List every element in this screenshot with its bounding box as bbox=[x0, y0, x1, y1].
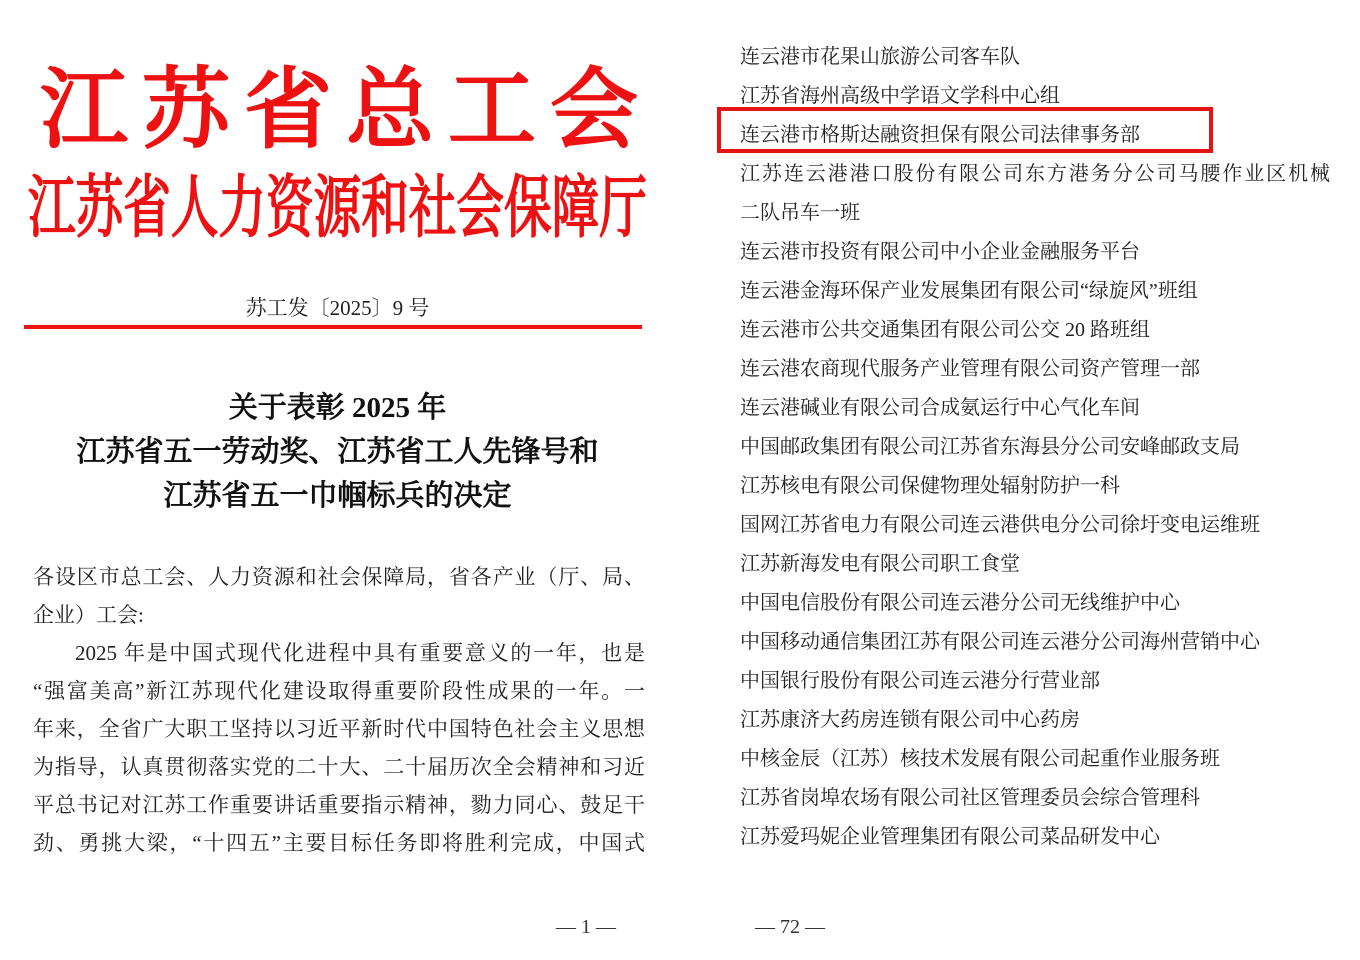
body-line: 2025 年是中国式现代化进程中具有重要意义的一年，也是 bbox=[75, 641, 645, 665]
red-separator-line bbox=[24, 325, 642, 329]
body-line: 为指导，认真贯彻落实党的二十大、二十届历次全会精神和习近 bbox=[33, 755, 645, 779]
award-list-line: 连云港市公共交通集团有限公司公交 20 路班组 bbox=[740, 319, 1150, 341]
page-number-left: — 1 — bbox=[556, 916, 616, 938]
award-list-line: 二队吊车一班 bbox=[740, 202, 860, 224]
award-list-line: 中国邮政集团有限公司江苏省东海县分公司安峰邮政支局 bbox=[740, 436, 1240, 458]
award-list-line: 江苏核电有限公司保健物理处辐射防护一科 bbox=[740, 475, 1120, 497]
document-title-line-3: 江苏省五一巾帼标兵的决定 bbox=[163, 480, 512, 512]
document-title-line-1: 关于表彰 2025 年 bbox=[228, 392, 447, 424]
doc-number: 苏工发〔2025〕9 号 bbox=[245, 296, 430, 320]
award-list-line: 江苏爱玛妮企业管理集团有限公司菜品研发中心 bbox=[740, 826, 1160, 848]
body-line: 企业）工会: bbox=[33, 603, 144, 627]
award-list-line: 江苏康济大药房连锁有限公司中心药房 bbox=[740, 709, 1080, 731]
document-title bbox=[30, 386, 645, 518]
body-line: 各设区市总工会、人力资源和社会保障局，省各产业（厅、局、 bbox=[33, 565, 645, 589]
award-list-line: 中国移动通信集团江苏有限公司连云港分公司海州营销中心 bbox=[740, 631, 1260, 653]
award-list-line: 连云港市投资有限公司中小企业金融服务平台 bbox=[740, 241, 1140, 263]
award-list-line: 连云港金海环保产业发展集团有限公司“绿旋风”班组 bbox=[740, 280, 1198, 302]
body-line: 年来，全省广大职工坚持以习近平新时代中国特色社会主义思想 bbox=[33, 717, 645, 741]
award-list-line: 中核金辰（江苏）核技术发展有限公司起重作业服务班 bbox=[740, 748, 1220, 770]
org-header-line1: 江苏省总工会 bbox=[40, 63, 653, 160]
document-title-line-2: 江苏省五一劳动奖、江苏省工人先锋号和 bbox=[76, 436, 599, 468]
award-list-line: 江苏新海发电有限公司职工食堂 bbox=[740, 553, 1020, 575]
award-list-line: 中国银行股份有限公司连云港分行营业部 bbox=[740, 670, 1100, 692]
award-list-line: 江苏省海州高级中学语文学科中心组 bbox=[740, 85, 1060, 107]
body-line: 劲、勇挑大梁，“十四五”主要目标任务即将胜利完成，中国式 bbox=[33, 831, 645, 855]
body-line: 平总书记对江苏工作重要讲话重要指示精神，勠力同心、鼓足干 bbox=[33, 793, 645, 817]
page-number-right: — 72 — bbox=[755, 916, 825, 938]
award-list-line: 连云港市花果山旅游公司客车队 bbox=[740, 46, 1020, 68]
award-list-line: 江苏连云港港口股份有限公司东方港务分公司马腰作业区机械 bbox=[740, 163, 1330, 185]
org-header-line2: 江苏省人力资源和社会保障厅 bbox=[28, 170, 647, 246]
award-list-line-highlighted: 连云港市格斯达融资担保有限公司法律事务部 bbox=[740, 124, 1140, 146]
body-line: “强富美高”新江苏现代化建设取得重要阶段性成果的一年。一 bbox=[33, 679, 645, 703]
award-list-line: 中国电信股份有限公司连云港分公司无线维护中心 bbox=[740, 592, 1180, 614]
body-text bbox=[33, 558, 645, 862]
award-list-line: 连云港碱业有限公司合成氨运行中心气化车间 bbox=[740, 397, 1140, 419]
award-list bbox=[740, 38, 1330, 857]
award-list-line: 国网江苏省电力有限公司连云港供电分公司徐圩变电运维班 bbox=[740, 514, 1260, 536]
award-list-line: 江苏省岗埠农场有限公司社区管理委员会综合管理科 bbox=[740, 787, 1200, 809]
award-list-line: 连云港农商现代服务产业管理有限公司资产管理一部 bbox=[740, 358, 1200, 380]
red-highlight-box bbox=[717, 107, 1213, 153]
